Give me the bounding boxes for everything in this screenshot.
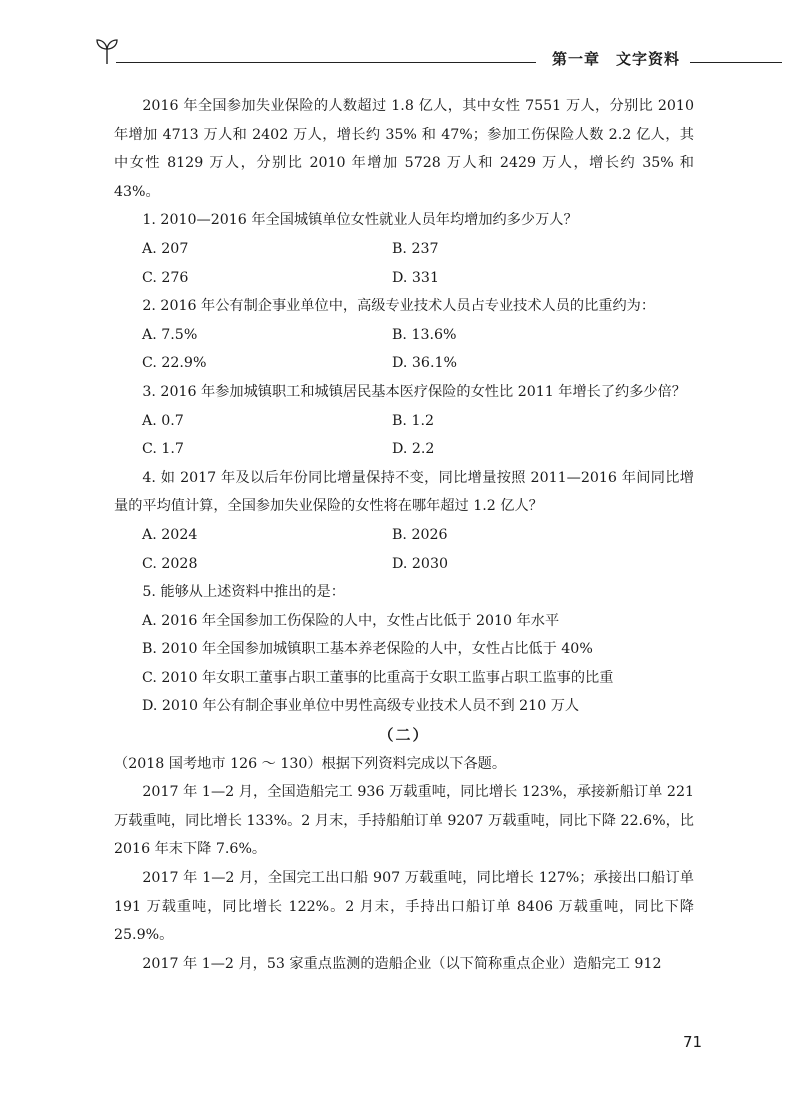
option-5c: C. 2010 年女职工董事占职工董事的比重高于女职工监事占职工监事的比重 [142,669,614,686]
question-1-options [114,235,694,292]
option-5b: B. 2010 年全国参加城镇职工基本养老保险的人中，女性占比低于 40% [142,641,593,658]
option-3d: D. 2.2 [392,441,435,458]
question-3: 3. 2016 年参加城镇职工和城镇居民基本医疗保险的女性比 2011 年增长了约多少倍？ [142,383,686,400]
chapter-title [552,48,680,69]
option-2b: B. 13.6% [392,326,457,343]
header-rule-right [690,62,782,63]
option-1b: B. 237 [392,240,439,257]
question-1: 1. 2010—2016 年全国城镇单位女性就业人员年均增加约多少万人？ [142,212,578,229]
intro-paragraph: 2016 年全国参加失业保险的人数超过 1.8 亿人，其中女性 7551 万人，分别比 2010 年增加 4713 万人和 2402 万人，增长约 35% 和 47%；参加工伤保险人数 2.2 亿人，其中女性 8129 万人，分别比 2010 年增加 5728 万人和 2429 万人，增长约 35% 和 43%。 [114,98,694,200]
option-3a: A. 0.7 [142,412,184,429]
header-rule-left [116,62,536,63]
question-2: 2. 2016 年公有制企事业单位中，高级专业技术人员占专业技术人员的比重约为： [142,298,656,315]
option-3c: C. 1.7 [142,441,184,458]
option-5a: A. 2016 年全国参加工伤保险的人中，女性占比低于 2010 年水平 [142,612,560,629]
option-5d: D. 2010 年公有制企事业单位中男性高级专业技术人员不到 210 万人 [142,698,580,715]
page-content [114,92,694,978]
page-number: 71 [683,1033,703,1051]
question-4: 4. 如 2017 年及以后年份同比增量保持不变，同比增量按照 2011—2016 年间同比增量的平均值计算，全国参加失业保险的女性将在哪年超过 1.2 亿人？ [114,469,694,515]
option-1d: D. 331 [392,269,439,286]
page-header [92,36,780,86]
section-2-paragraph-1: 2017 年 1—2 月，全国造船完工 936 万载重吨，同比增长 123%，承接新船订单 221 万载重吨，同比增长 133%。2 月末，手持船舶订单 9207 万载重吨，同比下降 22.6%，比 2016 年末下降 7.6%。 [114,784,694,858]
section-2-title: （二） [378,726,430,745]
option-1a: A. 207 [142,240,189,257]
section-2-paragraph-2: 2017 年 1—2 月，全国完工出口船 907 万载重吨，同比增长 127%；承接出口船订单 191 万载重吨，同比增长 122%。2 月末，手持出口船订单 8406 万载重吨，同比下降 25.9%。 [114,870,694,944]
option-4a: A. 2024 [142,526,198,543]
chapter-label: 第一章 [552,50,601,68]
question-5: 5. 能够从上述资料中推出的是： [142,584,345,601]
option-3b: B. 1.2 [392,412,435,429]
section-2-paragraph-3: 2017 年 1—2 月，53 家重点监测的造船企业（以下简称重点企业）造船完工 912 [142,955,662,972]
section-2-source: （2018 国考地市 126 ～ 130）根据下列资料完成以下各题。 [114,755,507,772]
option-2a: A. 7.5% [142,326,198,343]
option-1c: C. 276 [142,269,189,286]
chapter-name: 文字资料 [616,50,681,68]
question-2-options [114,321,694,378]
option-4b: B. 2026 [392,526,448,543]
option-2d: D. 36.1% [392,355,457,372]
option-4d: D. 2030 [392,555,448,572]
question-3-options [114,407,694,464]
option-2c: C. 22.9% [142,355,207,372]
option-4c: C. 2028 [142,555,198,572]
question-4-options [114,521,694,578]
